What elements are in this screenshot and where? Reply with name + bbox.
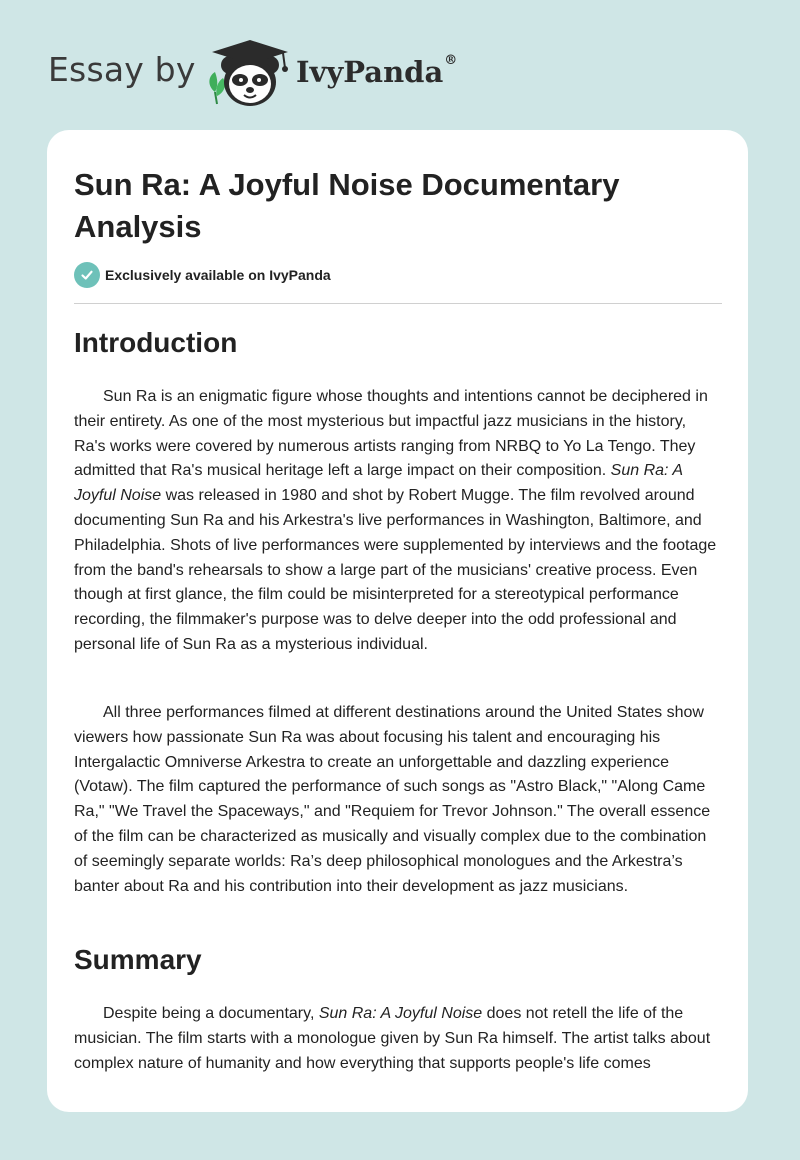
brand-name: IvyPanda® — [296, 53, 458, 89]
registered-mark: ® — [444, 53, 458, 68]
paragraph-summary-1: Despite being a documentary, Sun Ra: A Joyful Noise does not retell the life of the musician. The film starts with a monologue given by Sun Ra himself. The artist talks about complex nature of humanity and how everything that supports people's life comes — [74, 1005, 711, 1072]
paragraph-intro-2: All three performances filmed at different destinations around the United States show viewers how passionate Sun Ra was about focusing his talent and encouraging his Intergalactic Omniverse Arkestra to create an unforgettable and dazzling experience (Votaw). The film captured the performance of such songs as "Astro Black," "Along Came Ra," "We Travel the Spaceways," and "Requiem for Trevor Johnson." The overall essence of the film can be characterized as musically and visually complex due to the combination of seemingly separate worlds: Ra’s deep philosophical monologues and the Arkestra’s banter about Ra and his contribution into their development as jazz musicians. — [74, 704, 711, 895]
checkmark-icon — [74, 262, 100, 288]
article-card — [47, 130, 748, 1112]
section-heading-summary: Summary — [74, 944, 202, 975]
essay-by-label: Essay by — [48, 50, 196, 89]
divider — [74, 303, 722, 304]
exclusive-badge — [74, 262, 331, 288]
panda-graduate-icon — [203, 36, 295, 110]
film-title-italic: Sun Ra: A Joyful Noise — [74, 462, 683, 505]
article-title: Sun Ra: A Joyful Noise Documentary Analysis — [74, 167, 620, 244]
exclusive-label: Exclusively available on IvyPanda — [105, 267, 331, 283]
paragraph-intro-1: Sun Ra is an enigmatic figure whose thoughts and intentions cannot be deciphered in their entirety. As one of the most mysterious but impactful jazz musicians in the history, Ra's works were covered by numerous artists ranging from NRBQ to Yo La Tengo. They admitted that Ra's musical heritage left a large impact on their composition. Sun Ra: A Joyful Noise was released in 1980 and shot by Robert Mugge. The film revolved around documenting Sun Ra and his Arkestra's live performances in Washington, Baltimore, and Philadelphia. Shots of live performances were supplemented by interviews and the footage from the band's rehearsals to show a large part of the musicians' creative process. Even though at first glance, the film could be misinterpreted for a stereotypical performance recording, the filmmaker's purpose was to delve deeper into the odd professional and personal life of Sun Ra as a mysterious individual. — [74, 388, 717, 653]
site-header — [0, 0, 800, 125]
film-title-italic: Sun Ra: A Joyful Noise — [318, 1005, 483, 1022]
section-heading-introduction: Introduction — [74, 327, 238, 358]
